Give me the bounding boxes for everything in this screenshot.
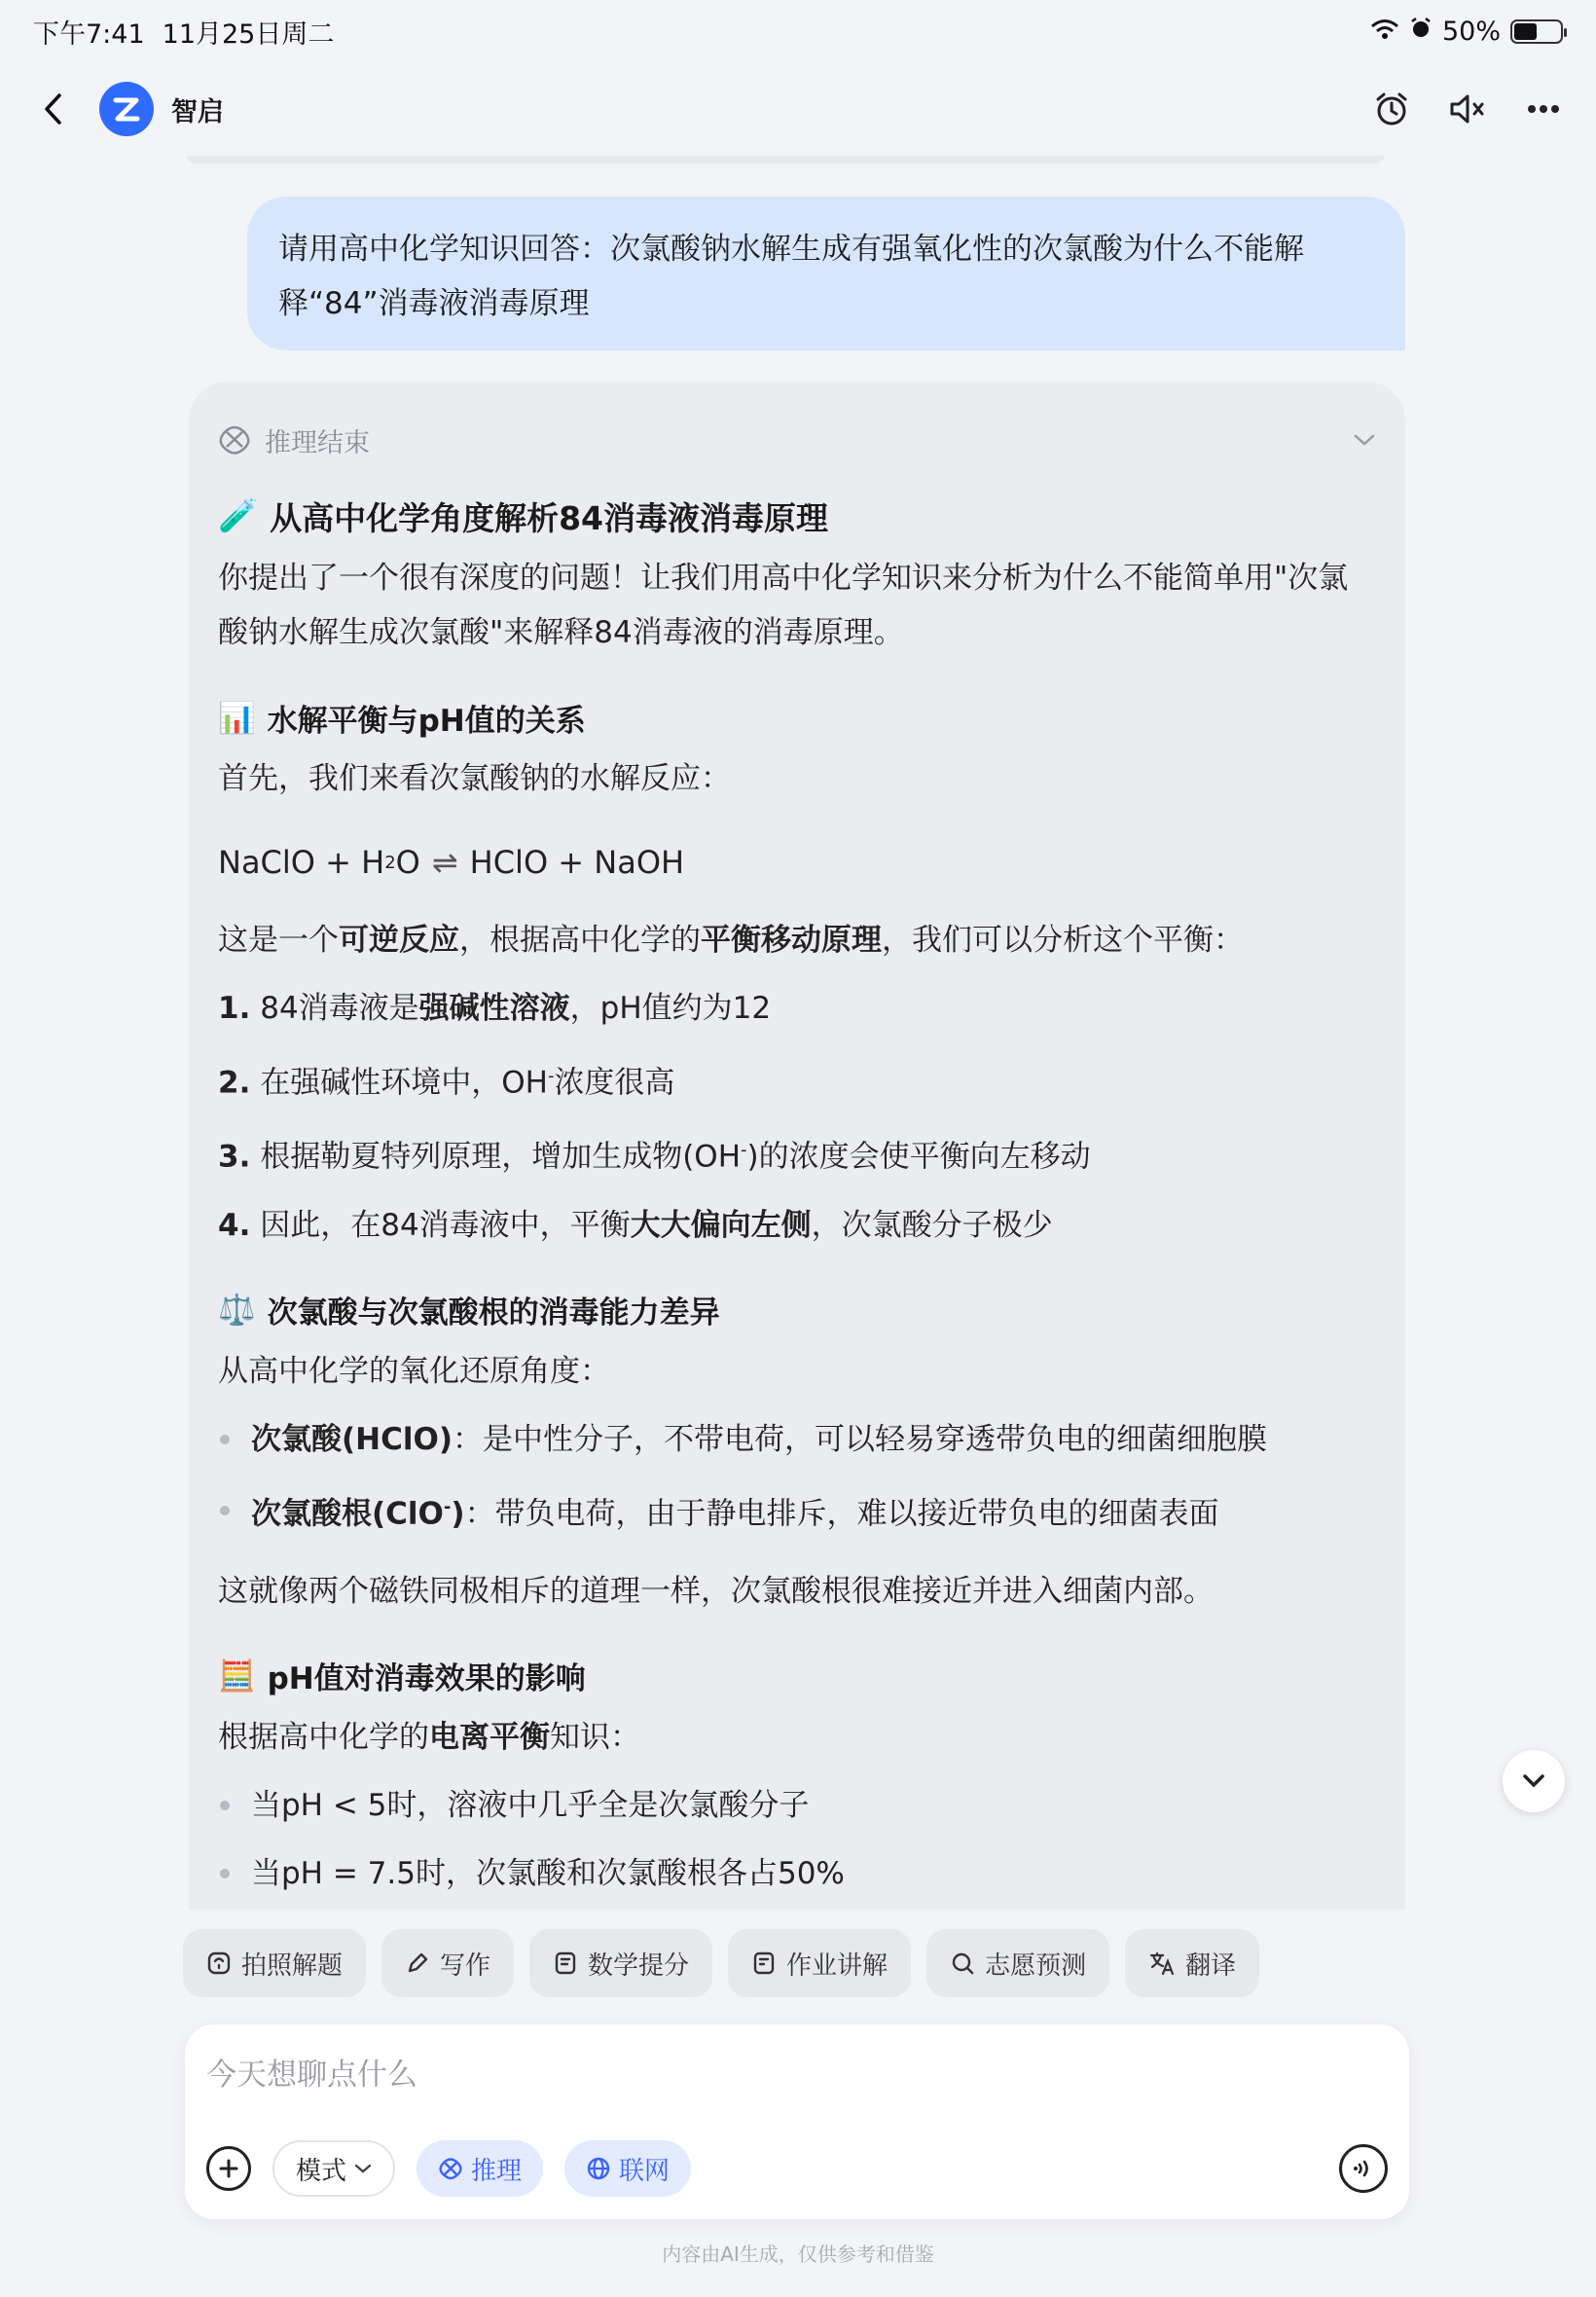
superscript: - [443,1496,452,1517]
chip-label: 志愿预测 [985,1951,1087,1981]
equation-products: HClO + NaOH [469,844,685,881]
back-button[interactable] [29,85,78,133]
section-heading-text: pH值对消毒效果的影响 [267,1661,586,1697]
voice-icon [1351,2156,1376,2181]
math-icon [553,1951,578,1976]
input-toolbar [206,2139,1388,2198]
abacus-icon: 🧮 [218,1659,256,1695]
status-time: 下午7:41 [33,18,145,50]
equation-part: O [395,844,420,881]
chip-write[interactable] [381,1929,514,1997]
web-label: 联网 [619,2156,671,2186]
equilibrium-arrow: ⇌ [431,844,458,881]
nav-bar [0,62,1596,156]
bullet-list [218,1778,1376,1901]
quick-actions [183,1929,1259,1997]
section-lead [218,1710,1376,1765]
text-run: ，次氯酸分子极少 [811,1207,1053,1243]
reasoning-toggle[interactable] [218,411,1376,469]
list-item [218,1412,1376,1467]
hydrolysis-equation [218,835,1376,890]
equation-part: NaClO + H [218,844,385,881]
reasoning-label: 推理结束 [265,427,370,458]
text-run: 浓度很高 [554,1065,675,1101]
list-item [218,1480,1376,1541]
list-number: 1. [218,991,251,1026]
app-title: 智启 [171,96,224,128]
reason-label: 推理 [471,2156,523,2186]
text-run: 根据勒夏特列原理，增加生成物(OH [260,1139,742,1175]
more-button[interactable] [1520,86,1567,132]
plus-icon [218,2158,239,2179]
chip-photo-solve[interactable] [183,1929,366,1997]
section-heading-disinfection [218,1286,1376,1334]
scale-icon: ⚖️ [218,1293,256,1329]
alarm-button[interactable] [1368,86,1415,132]
alarm-icon [1373,91,1410,128]
mute-button[interactable] [1444,86,1491,132]
list-number: 3. [218,1139,251,1175]
text-run: 在强碱性环境中，OH [260,1065,548,1101]
answer-title-text: 从高中化学角度解析84消毒液消毒原理 [270,498,829,537]
reason-toggle[interactable] [417,2140,543,2197]
wifi-icon [1370,17,1399,47]
section-conclusion: 这就像两个磁铁同极相斥的道理一样，次氯酸根很难接近并进入细菌内部。 [218,1573,1214,1609]
text-run: 因此，在84消毒液中，平衡 [260,1207,631,1243]
web-toggle[interactable] [564,2140,691,2197]
bold-text: 可逆反应 [339,923,459,958]
bold-text: 强碱性溶液 [418,991,570,1026]
section-heading-text: 次氯酸与次氯酸根的消毒能力差异 [267,1295,720,1331]
photo-solve-icon [206,1951,232,1976]
chevron-down-icon [1522,1773,1545,1789]
ai-disclaimer: 内容由AI生成，仅供参考和借鉴 [662,2242,934,2266]
write-icon [405,1951,430,1976]
more-icon [1527,104,1560,114]
homework-icon [751,1951,777,1976]
assistant-answer-card [189,382,1405,1910]
previous-message-edge [187,156,1384,164]
bullet-dot [220,1506,230,1515]
list-number: 4. [218,1207,251,1243]
mute-icon [1448,91,1487,127]
superscript: - [547,1066,555,1086]
bullet-dot [220,1435,230,1444]
list-item [218,1123,1376,1184]
bold-text: 大大偏向左侧 [630,1207,812,1243]
text-run: ，根据高中化学的 [459,923,701,958]
answer-intro: 你提出了一个很有深度的问题！让我们用高中化学知识来分析为什么不能简单用"次氯酸钠水解生成次氯酸"来解释84消毒液的消毒原理。 [218,561,1349,650]
chip-translate[interactable] [1125,1929,1259,1997]
text-run: 当pH = 7.5时，次氯酸和次氯酸根各占50% [251,1855,845,1891]
chip-label: 作业讲解 [786,1951,889,1981]
text-run: )的浓度会使平衡向左移动 [746,1139,1091,1175]
bold-text: 电离平衡 [429,1719,550,1755]
bullet-dot [220,1801,230,1810]
text-run: 根据高中化学的 [218,1719,429,1755]
chip-label: 拍照解题 [241,1951,344,1981]
text-run: ：带负电荷，由于静电排斥，难以接近带负电的细菌表面 [464,1495,1219,1531]
text-run: 这是一个 [218,923,339,958]
list-item [218,1198,1376,1253]
chat-input-box[interactable] [185,2024,1409,2219]
chip-label: 写作 [440,1951,491,1981]
text-run: ：是中性分子，不带电荷，可以轻易穿透带负电的细菌细胞膜 [453,1421,1268,1457]
scroll-down-button[interactable] [1503,1750,1565,1812]
chip-homework[interactable] [728,1929,911,1997]
back-icon [42,91,65,127]
reasoning-icon [218,423,251,456]
list-item [218,1778,1376,1833]
status-date: 11月25日周二 [162,18,335,50]
list-number: 2. [218,1065,251,1101]
section-lead: 从高中化学的氧化还原角度： [218,1353,610,1389]
chat-input-placeholder[interactable]: 今天想聊点什么 [206,2058,417,2093]
list-item [218,1049,1376,1110]
alarm-status-icon [1409,17,1433,47]
bold-text: 次氯酸根(ClO [251,1495,444,1531]
test-tube-icon: 🧪 [218,496,259,534]
nav-actions [1368,86,1567,132]
translate-icon [1148,1951,1176,1976]
section-heading-ph [218,1652,1376,1700]
globe-icon [586,2156,611,2181]
superscript: - [741,1140,747,1161]
bold-text: 平衡移动原理 [701,923,882,958]
user-message-bubble[interactable]: 请用高中化学知识回答：次氯酸钠水解生成有强氧化性的次氯酸为什么不能解释“84”消毒液消毒原理 [247,197,1405,350]
list-item [218,981,1376,1036]
bullet-list [218,1412,1376,1541]
bold-text: ) [451,1495,465,1531]
mode-label: 模式 [296,2156,347,2186]
chevron-down-icon [354,2163,372,2174]
bullet-dot [220,1869,230,1878]
equation-subscript: 2 [384,852,396,873]
voice-button[interactable] [1339,2144,1388,2193]
status-bar [0,0,1596,62]
chip-volunteer[interactable] [926,1929,1109,1997]
answer-title [218,491,1376,541]
battery-fill [1514,23,1537,40]
add-button[interactable] [206,2146,251,2191]
reasoning-icon [438,2156,463,2181]
text-run: 知识： [550,1719,640,1755]
equilibrium-paragraph [218,913,1376,967]
volunteer-icon [950,1951,975,1976]
chip-label: 数学提分 [588,1951,690,1981]
text-run: ，我们可以分析这个平衡： [882,923,1244,958]
bar-chart-icon: 📊 [218,700,256,736]
text-run: ，pH值约为12 [569,991,772,1026]
mode-selector[interactable] [272,2140,395,2197]
section-heading-text: 水解平衡与pH值的关系 [267,703,586,739]
chevron-down-icon [1353,432,1376,448]
numbered-list [218,981,1376,1253]
list-item [218,1846,1376,1901]
battery-icon [1510,19,1563,44]
section-lead: 首先，我们来看次氯酸钠的水解反应： [218,761,731,796]
section-heading-hydrolysis [218,693,1376,742]
app-logo [99,82,154,136]
text-run: 84消毒液是 [260,991,419,1026]
bold-text: 次氯酸(HClO) [251,1421,453,1457]
battery-percent: 50% [1441,16,1501,47]
text-run: 当pH < 5时，溶液中几乎全是次氯酸分子 [251,1787,810,1823]
chip-math[interactable] [529,1929,712,1997]
chip-label: 翻译 [1185,1951,1237,1981]
status-right [1370,17,1563,47]
